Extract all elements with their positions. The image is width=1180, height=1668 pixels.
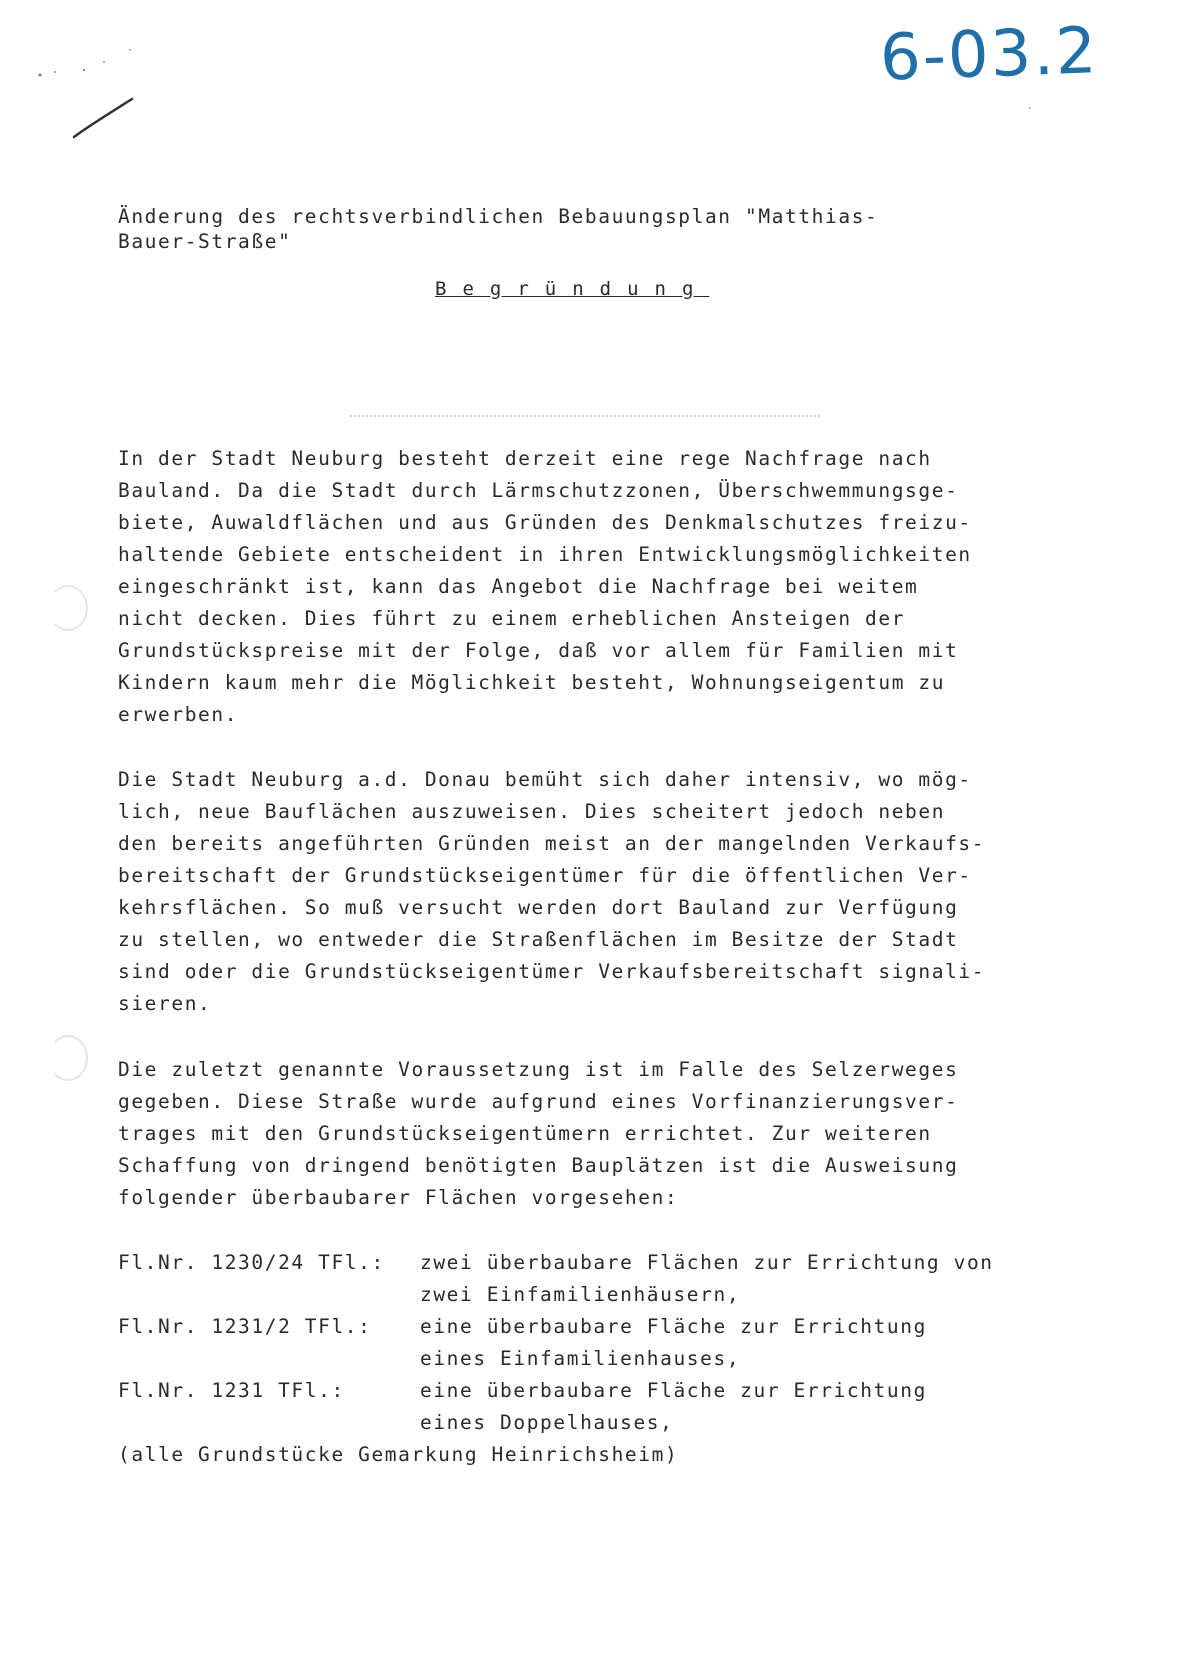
title-line-1: Änderung des rechtsverbindlichen Bebauungsplan "Matthias-: [118, 205, 879, 228]
paragraph-2-line: lich, neue Bauflächen auszuweisen. Dies scheitert jedoch neben: [118, 800, 946, 823]
parcel-description: eines Einfamilienhauses,: [420, 1347, 741, 1370]
title-line-2: Bauer-Straße": [118, 230, 292, 253]
parcel-description: eines Doppelhauses,: [420, 1411, 674, 1434]
closing-note: (alle Grundstücke Gemarkung Heinrichsheim): [118, 1443, 679, 1466]
paragraph-1-line: In der Stadt Neuburg besteht derzeit eine rege Nachfrage nach: [118, 447, 932, 470]
parcel-label: Fl.Nr. 1231 TFl.:: [118, 1379, 345, 1402]
faint-divider: [350, 415, 820, 419]
paragraph-1-line: erwerben.: [118, 703, 239, 726]
paragraph-1-line: Kindern kaum mehr die Möglichkeit besteht, Wohnungseigentum zu: [118, 671, 946, 694]
punch-hole-icon: [48, 1035, 88, 1081]
paragraph-1-line: Grundstückspreise mit der Folge, daß vor allem für Familien mit: [118, 639, 959, 662]
paragraph-2-line: kehrsflächen. So muß versucht werden dort Bauland zur Verfügung: [118, 896, 959, 919]
paragraph-1-line: haltende Gebiete entscheident in ihren Entwicklungsmöglichkeiten: [118, 543, 972, 566]
paragraph-1-line: biete, Auwaldflächen und aus Gründen des Denkmalschutzes freizu-: [118, 511, 972, 534]
parcel-label: Fl.Nr. 1231/2 TFl.:: [118, 1315, 372, 1338]
punch-hole-icon: [48, 585, 88, 631]
parcel-description: eine überbaubare Fläche zur Errichtung: [420, 1379, 927, 1402]
paragraph-1-line: Bauland. Da die Stadt durch Lärmschutzzonen, Überschwemmungsge-: [118, 479, 959, 502]
paragraph-3-line: Schaffung von dringend benötigten Bauplätzen ist die Ausweisung: [118, 1154, 959, 1177]
paragraph-1-line: nicht decken. Dies führt zu einem erheblichen Ansteigen der: [118, 607, 906, 630]
paragraph-2-line: sind oder die Grundstückseigentümer Verkaufsbereitschaft signali-: [118, 960, 986, 983]
paragraph-3-line: trages mit den Grundstückseigentümern errichtet. Zur weiteren: [118, 1122, 932, 1145]
section-heading: Begründung: [435, 278, 710, 300]
paragraph-1-line: eingeschränkt ist, kann das Angebot die Nachfrage bei weitem: [118, 575, 919, 598]
paragraph-2-line: Die Stadt Neuburg a.d. Donau bemüht sich daher intensiv, wo mög-: [118, 768, 972, 791]
paragraph-2-line: bereitschaft der Grundstückseigentümer für die öffentlichen Ver-: [118, 864, 972, 887]
parcel-description: eine überbaubare Fläche zur Errichtung: [420, 1315, 927, 1338]
file-number-stamp: 6-03.2: [878, 14, 1100, 96]
paragraph-3-line: gegeben. Diese Straße wurde aufgrund eines Vorfinanzierungsver-: [118, 1090, 959, 1113]
paragraph-2-line: zu stellen, wo entweder die Straßenflächen im Besitze der Stadt: [118, 928, 959, 951]
paragraph-2-line: sieren.: [118, 992, 212, 1015]
paragraph-3-line: Die zuletzt genannte Voraussetzung ist im Falle des Selzerweges: [118, 1058, 959, 1081]
paragraph-3-line: folgender überbaubarer Flächen vorgesehen:: [118, 1186, 679, 1209]
pen-mark-icon: [70, 95, 140, 145]
parcel-description: zwei überbaubare Flächen zur Errichtung von: [420, 1251, 994, 1274]
parcel-description: zwei Einfamilienhäusern,: [420, 1283, 741, 1306]
parcel-label: Fl.Nr. 1230/24 TFl.:: [118, 1251, 385, 1274]
paragraph-2-line: den bereits angeführten Gründen meist an der mangelnden Verkaufs-: [118, 832, 986, 855]
